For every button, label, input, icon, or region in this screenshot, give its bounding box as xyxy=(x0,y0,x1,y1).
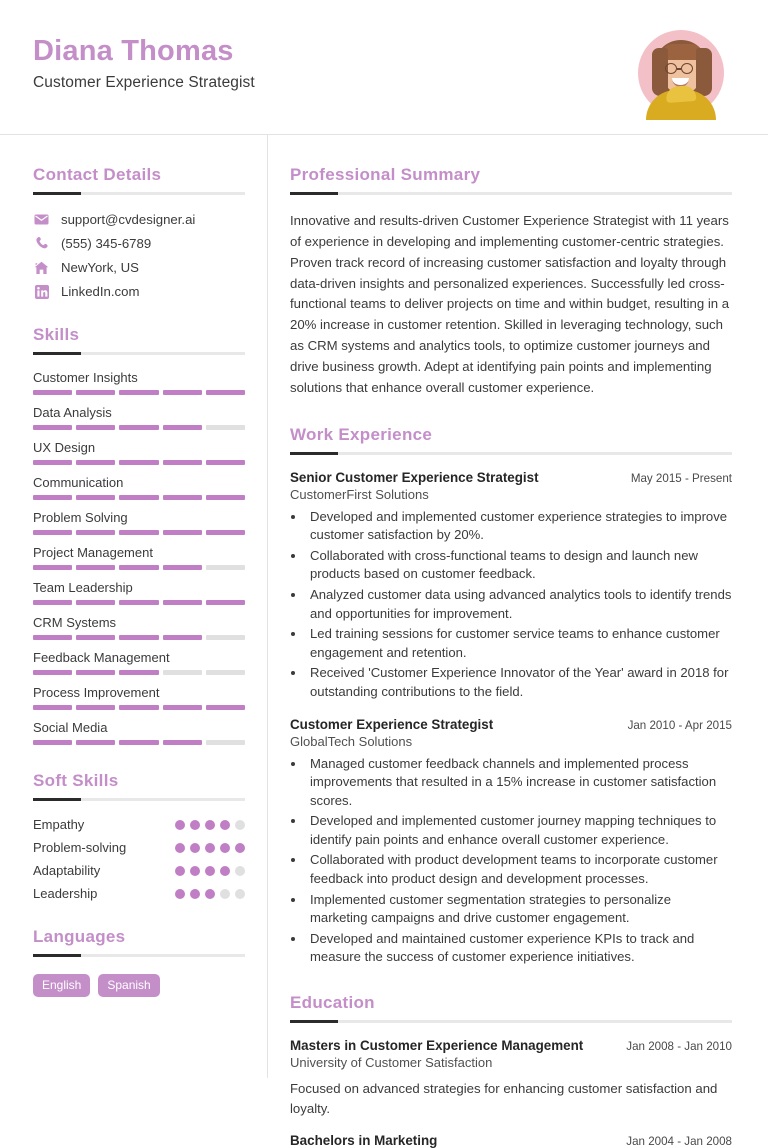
education-entries xyxy=(290,1038,732,1148)
sidebar xyxy=(0,135,268,1078)
skill-level-segment xyxy=(206,670,245,675)
rating-dot xyxy=(175,866,185,876)
contact-heading: Contact Details xyxy=(33,165,162,184)
skill-name: Feedback Management xyxy=(33,650,170,665)
skill-level-segment xyxy=(76,740,115,745)
skill-level-segment xyxy=(76,460,115,465)
work-entry-date: May 2015 - Present xyxy=(630,471,732,485)
work-bullet: • Led training sessions for customer service teams to enhance customer engagement and retention. xyxy=(306,625,732,662)
work-entry xyxy=(290,717,732,967)
rating-dot xyxy=(190,843,200,853)
skill-level-segment xyxy=(119,425,158,430)
work-entry-organization: CustomerFirst Solutions xyxy=(290,486,429,502)
rating-dot xyxy=(175,820,185,830)
skill-level-segment xyxy=(206,705,245,710)
rating-dot xyxy=(235,889,245,899)
skill-level-bar xyxy=(33,495,245,500)
skill-level-segment xyxy=(163,635,202,640)
avatar-glasses-bridge xyxy=(677,68,681,70)
summary-heading-rule xyxy=(290,192,732,195)
section-education xyxy=(290,993,732,1148)
soft-skill-item xyxy=(33,863,245,878)
summary-text: Innovative and results-driven Customer Experience Strategist with 11 years of experience in developing and implementing customer-centric strategies. Proven track record of increasing customer satisfaction and loyalty through data-driven insights and personalized experiences. Successfully led cross-functional teams to deliver projects on time and within budget, resulting in a 20% increase in customer retention. Skilled in leveraging technology, such as CRM systems and analytics tools, to optimize customer journeys and drive business growth. Adept at identifying pain points and implementing solutions that enhance overall customer experience. xyxy=(290,213,730,395)
education-entry-date: Jan 2004 - Jan 2008 xyxy=(626,1135,732,1148)
skill-level-segment xyxy=(76,390,115,395)
skill-level-segment xyxy=(206,425,245,430)
skills-heading: Skills xyxy=(33,325,80,344)
envelope-icon xyxy=(33,212,50,227)
skill-level-segment xyxy=(119,635,158,640)
soft-skill-name: Adaptability xyxy=(33,863,101,878)
work-heading-rule xyxy=(290,452,732,455)
header-text-block xyxy=(33,30,255,92)
work-bullet: • Analyzed customer data using advanced analytics tools to identify trends and opportunities for improvement. xyxy=(306,586,732,623)
education-entry-date: Jan 2008 - Jan 2010 xyxy=(626,1039,732,1053)
section-languages xyxy=(33,927,245,997)
skill-level-segment xyxy=(163,425,202,430)
rating-dot xyxy=(220,843,230,853)
skill-level-segment xyxy=(119,460,158,465)
languages-list xyxy=(33,974,245,997)
skill-level-segment xyxy=(163,565,202,570)
skill-level-segment xyxy=(206,740,245,745)
work-entry-header xyxy=(290,717,732,732)
skill-level-bar xyxy=(33,740,245,745)
candidate-name: Diana Thomas xyxy=(33,35,234,67)
skill-level-segment xyxy=(33,530,72,535)
resume-body xyxy=(0,135,768,1148)
contact-item-value: support@cvdesigner.ai xyxy=(61,212,196,227)
skill-item xyxy=(33,650,245,675)
contact-item[interactable] xyxy=(33,260,245,275)
section-contact-details xyxy=(33,165,245,299)
section-professional-summary xyxy=(290,165,732,399)
work-heading: Work Experience xyxy=(290,424,433,444)
skill-level-bar xyxy=(33,565,245,570)
skill-item xyxy=(33,720,245,745)
skill-level-segment xyxy=(119,740,158,745)
skill-level-segment xyxy=(163,705,202,710)
rating-dot xyxy=(205,889,215,899)
skill-level-segment xyxy=(119,670,158,675)
rating-dot xyxy=(220,889,230,899)
skill-level-bar xyxy=(33,600,245,605)
rating-dot xyxy=(220,820,230,830)
skill-level-segment xyxy=(76,705,115,710)
skill-level-bar xyxy=(33,530,245,535)
skill-item xyxy=(33,510,245,535)
soft-skill-rating xyxy=(175,820,245,830)
skill-level-segment xyxy=(33,635,72,640)
skill-level-segment xyxy=(76,600,115,605)
languages-heading-rule xyxy=(33,954,245,957)
soft-skill-name: Problem-solving xyxy=(33,840,127,855)
skill-level-segment xyxy=(163,495,202,500)
education-entry-organization: University of Customer Satisfaction xyxy=(290,1054,493,1070)
skill-name: UX Design xyxy=(33,440,96,455)
skill-level-segment xyxy=(206,495,245,500)
work-bullet: • Managed customer feedback channels and implemented process improvements that resulted in a 15% increase in customer satisfaction scores. xyxy=(306,755,732,811)
work-entry-bullets xyxy=(306,508,732,702)
soft-skill-item xyxy=(33,817,245,832)
section-skills xyxy=(33,325,245,745)
language-tag[interactable]: English xyxy=(33,974,90,997)
rating-dot xyxy=(175,889,185,899)
skill-level-segment xyxy=(33,670,72,675)
skill-level-segment xyxy=(33,740,72,745)
work-bullet: • Developed and implemented customer experience strategies to improve customer satisfaction by 20%. xyxy=(306,508,732,545)
skill-name: Social Media xyxy=(33,720,108,735)
soft-skill-item xyxy=(33,840,245,855)
contact-item[interactable] xyxy=(33,236,245,251)
contact-item[interactable] xyxy=(33,212,245,227)
skills-heading-rule xyxy=(33,352,245,355)
skill-level-segment xyxy=(33,390,72,395)
education-entry-title: Masters in Customer Experience Management xyxy=(290,1037,584,1053)
work-entry-date: Jan 2010 - Apr 2015 xyxy=(627,718,732,732)
avatar-glasses-left xyxy=(665,63,677,74)
skill-item xyxy=(33,615,245,640)
skill-name: CRM Systems xyxy=(33,615,117,630)
rating-dot xyxy=(175,843,185,853)
soft-skills-heading: Soft Skills xyxy=(33,771,119,790)
contact-item-value: LinkedIn.com xyxy=(61,284,140,299)
skill-name: Customer Insights xyxy=(33,370,138,385)
soft-skill-rating xyxy=(175,843,245,853)
rating-dot xyxy=(235,820,245,830)
skill-level-segment xyxy=(33,425,72,430)
skill-level-segment xyxy=(76,425,115,430)
skill-level-bar xyxy=(33,635,245,640)
work-bullet: • Collaborated with cross-functional teams to design and launch new products based on customer feedback. xyxy=(306,547,732,584)
education-entry-description: Focused on advanced strategies for enhancing customer satisfaction and loyalty. xyxy=(290,1080,718,1116)
skill-level-segment xyxy=(163,600,202,605)
skill-level-segment xyxy=(76,670,115,675)
skill-level-segment xyxy=(206,460,245,465)
soft-skills-list xyxy=(33,817,245,901)
skill-level-bar xyxy=(33,460,245,465)
rating-dot xyxy=(190,820,200,830)
skill-item xyxy=(33,475,245,500)
soft-skill-name: Leadership xyxy=(33,886,98,901)
skill-level-bar xyxy=(33,390,245,395)
skill-level-segment xyxy=(119,495,158,500)
work-bullet: • Implemented customer segmentation strategies to personalize marketing campaigns and drive customer engagement. xyxy=(306,891,732,928)
skill-level-bar xyxy=(33,705,245,710)
home-icon xyxy=(33,260,50,275)
soft-skill-rating xyxy=(175,866,245,876)
work-bullet: • Received 'Customer Experience Innovator of the Year' award in 2018 for outstanding contributions to the field. xyxy=(306,664,732,701)
skill-level-segment xyxy=(33,495,72,500)
work-bullet: • Developed and implemented customer journey mapping techniques to identify pain points and enhance overall customer experience. xyxy=(306,812,732,849)
contact-item[interactable] xyxy=(33,284,245,299)
language-tag[interactable]: Spanish xyxy=(98,974,159,997)
work-entry xyxy=(290,470,732,702)
skill-level-segment xyxy=(163,530,202,535)
skill-item xyxy=(33,405,245,430)
rating-dot xyxy=(205,866,215,876)
avatar-hair-right xyxy=(696,48,712,96)
section-work-experience xyxy=(290,425,732,967)
resume-header xyxy=(0,0,768,135)
skill-item xyxy=(33,440,245,465)
skill-level-segment xyxy=(206,565,245,570)
skill-name: Team Leadership xyxy=(33,580,133,595)
work-entry-organization: GlobalTech Solutions xyxy=(290,733,413,749)
skill-level-segment xyxy=(76,635,115,640)
skills-list xyxy=(33,370,245,745)
skill-name: Data Analysis xyxy=(33,405,112,420)
avatar xyxy=(638,30,724,116)
skill-level-segment xyxy=(119,530,158,535)
education-entry-title: Bachelors in Marketing xyxy=(290,1133,438,1148)
skill-level-segment xyxy=(33,460,72,465)
skill-level-bar xyxy=(33,670,245,675)
contact-item-value: NewYork, US xyxy=(61,260,139,275)
skill-level-segment xyxy=(119,390,158,395)
skill-level-segment xyxy=(33,600,72,605)
contact-heading-rule xyxy=(33,192,245,195)
education-entry-header xyxy=(290,1133,732,1148)
rating-dot xyxy=(190,866,200,876)
contact-list xyxy=(33,212,245,299)
skill-level-segment xyxy=(163,740,202,745)
skill-level-segment xyxy=(206,390,245,395)
education-heading: Education xyxy=(290,992,375,1012)
work-entry-title: Customer Experience Strategist xyxy=(290,716,494,732)
skill-level-segment xyxy=(119,565,158,570)
contact-item-value: (555) 345-6789 xyxy=(61,236,152,251)
work-entry-header xyxy=(290,470,732,485)
education-entry xyxy=(290,1133,732,1148)
avatar-glasses-right xyxy=(681,63,693,74)
education-heading-rule xyxy=(290,1020,732,1023)
skill-level-segment xyxy=(76,565,115,570)
soft-skill-item xyxy=(33,886,245,901)
work-bullet: • Collaborated with product development teams to incorporate customer feedback into product design and development processes. xyxy=(306,851,732,888)
phone-icon xyxy=(33,236,50,251)
skill-level-segment xyxy=(33,705,72,710)
skill-level-segment xyxy=(119,600,158,605)
skill-level-bar xyxy=(33,425,245,430)
rating-dot xyxy=(205,820,215,830)
skill-name: Process Improvement xyxy=(33,685,160,700)
skill-item xyxy=(33,685,245,710)
languages-heading: Languages xyxy=(33,927,126,946)
soft-skill-name: Empathy xyxy=(33,817,85,832)
work-bullet: • Developed and maintained customer experience KPIs to track and measure the success of customer experience initiatives. xyxy=(306,930,732,967)
skill-level-segment xyxy=(163,390,202,395)
skill-level-segment xyxy=(206,635,245,640)
section-soft-skills xyxy=(33,771,245,901)
education-entry-header xyxy=(290,1038,732,1053)
skill-item xyxy=(33,580,245,605)
soft-skill-rating xyxy=(175,889,245,899)
skill-level-segment xyxy=(206,600,245,605)
soft-skills-heading-rule xyxy=(33,798,245,801)
skill-item xyxy=(33,545,245,570)
main-content xyxy=(268,135,768,1148)
education-entry xyxy=(290,1038,732,1119)
skill-name: Problem Solving xyxy=(33,510,128,525)
skill-level-segment xyxy=(76,495,115,500)
rating-dot xyxy=(190,889,200,899)
skill-level-segment xyxy=(163,460,202,465)
rating-dot xyxy=(235,866,245,876)
rating-dot xyxy=(220,866,230,876)
linkedin-icon xyxy=(33,284,50,299)
skill-item xyxy=(33,370,245,395)
skill-name: Project Management xyxy=(33,545,153,560)
work-entry-title: Senior Customer Experience Strategist xyxy=(290,469,539,485)
candidate-job-title: Customer Experience Strategist xyxy=(33,74,255,92)
skill-name: Communication xyxy=(33,475,124,490)
work-entry-bullets xyxy=(306,755,732,967)
skill-level-segment xyxy=(119,705,158,710)
work-entries xyxy=(290,470,732,967)
summary-heading: Professional Summary xyxy=(290,165,481,184)
rating-dot xyxy=(205,843,215,853)
skill-level-segment xyxy=(33,565,72,570)
rating-dot xyxy=(235,843,245,853)
skill-level-segment xyxy=(206,530,245,535)
skill-level-segment xyxy=(163,670,202,675)
skill-level-segment xyxy=(76,530,115,535)
